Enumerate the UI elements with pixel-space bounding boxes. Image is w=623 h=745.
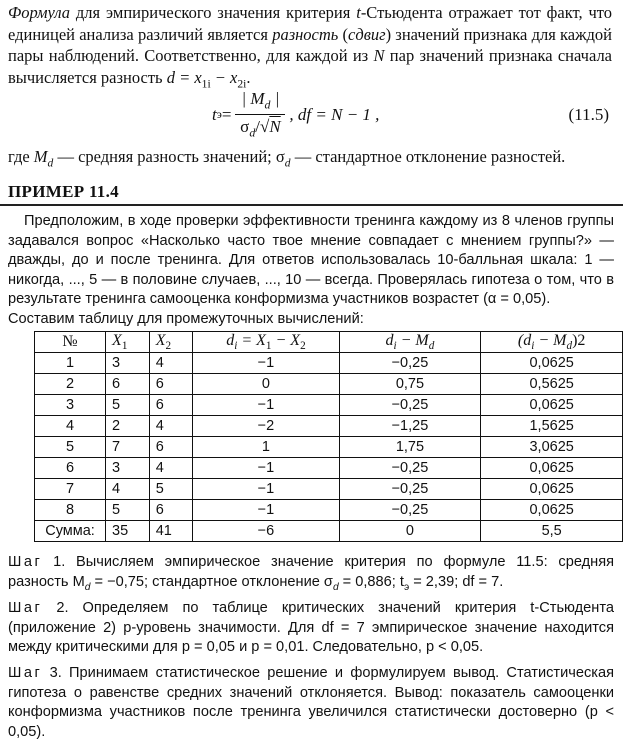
table-cell: 4 [35, 416, 106, 437]
formula-11-5 [0, 89, 623, 141]
table-body [35, 353, 623, 542]
table-cell: 6 [149, 437, 193, 458]
table-cell: 0,0625 [481, 479, 623, 500]
table-cell: 1,75 [339, 437, 481, 458]
table-cell: 4 [149, 353, 193, 374]
table-cell: −0,25 [339, 353, 481, 374]
table-cell: −0,25 [339, 395, 481, 416]
table-sum-cell: 5,5 [481, 521, 623, 542]
table-cell: −1 [193, 458, 339, 479]
table-cell: 8 [35, 500, 106, 521]
table-sum-row [35, 521, 623, 542]
table-row [35, 416, 623, 437]
table-cell: 3 [106, 353, 150, 374]
table-cell: 0 [193, 374, 339, 395]
table-cell: 4 [149, 416, 193, 437]
intro-paragraph: Формула для эмпирического значения критерия t-Стьюдента отражает тот факт, что единицей анализа различий является разность (сдвиг) значений признака для каждой пары наблюдений. Соответственно, для каждой из N пар значений признака сначала вычисляется разность $d = x_{1i} - x_{2i}$. [8, 3, 613, 90]
table-cell: −1 [193, 479, 339, 500]
table-cell: 7 [106, 437, 150, 458]
table-cell: 1,5625 [481, 416, 623, 437]
header-x1: $X_1$ [106, 332, 150, 353]
table-cell: 6 [149, 395, 193, 416]
table-cell: 0,0625 [481, 458, 623, 479]
table-row [35, 458, 623, 479]
table-cell: 0,75 [339, 374, 481, 395]
table-cell: −1 [193, 395, 339, 416]
table-cell: 2 [106, 416, 150, 437]
example-body: Предположим, в ходе проверки эффективности тренинга каждому из 8 членов группы задавался вопрос «Насколько часто твое мнение совпадает с мнением группы?» — дважды, до и после тренинга. Для ответов использовалась 10-балльная шкала: 1 — никогда, ..., 5 — в половине случаев, ..., 10 — всегда. Проверялась гипотеза о том, что в результате тренинга самооценка конформизма участников возрастет (α = 0,05). Составим таблицу для промежуточных вычислений: [8, 212, 614, 329]
table-intro: Составим таблицу для промежуточных вычислений: [8, 310, 364, 327]
table-row [35, 479, 623, 500]
table-cell: −1 [193, 353, 339, 374]
header-squared-deviation: $(d_i - M_d)2$ [481, 332, 623, 353]
table-cell: −1 [193, 500, 339, 521]
table-cell: 6 [149, 500, 193, 521]
table-cell: 2 [35, 374, 106, 395]
table-cell: 4 [106, 479, 150, 500]
example-title: ПРИМЕР 11.4 [8, 182, 119, 201]
formula-denominator: $\sigma_d/√N$ [240, 117, 281, 140]
table-cell: 6 [35, 458, 106, 479]
formula-numerator: | $M_d$ | [235, 89, 285, 115]
step-3: Шаг 3. Принимаем статистическое решение и формулируем вывод. Статистическая гипотеза о равенстве средних значений отклоняется. Вывод: показатель самооценки конформизма участников после тренинга увеличился статистически достоверно (p < 0,05). [8, 665, 614, 740]
table-cell: 0,0625 [481, 353, 623, 374]
table-cell: 7 [35, 479, 106, 500]
table-sum-cell: 35 [106, 521, 150, 542]
table-cell: 5 [149, 479, 193, 500]
header-no: № [35, 332, 106, 353]
table-cell: 4 [149, 458, 193, 479]
table-row [35, 395, 623, 416]
header-x2: $X_2$ [149, 332, 193, 353]
table-cell: −2 [193, 416, 339, 437]
table-row [35, 374, 623, 395]
table-sum-cell: 0 [339, 521, 481, 542]
table-cell: −0,25 [339, 458, 481, 479]
table-cell: 0,5625 [481, 374, 623, 395]
table-cell: −0,25 [339, 500, 481, 521]
formula-explanation: где $M_d$ — средняя разность значений; $\sigma_d$ — стандартное отклонение разностей. [8, 147, 566, 170]
table-cell: 1 [35, 353, 106, 374]
step-1: Шаг 1. Вычисляем эмпирическое значение критерия по формуле 11.5: средняя разность $M_d = -0,75$; стандартное отклонение $\sigma_d = 0,886$; $t_э = 2,39$; df = 7. [8, 554, 614, 593]
table-cell: 6 [106, 374, 150, 395]
table-cell: 5 [106, 395, 150, 416]
formula-word: Формула [8, 3, 71, 22]
table-row [35, 437, 623, 458]
table-cell: 5 [35, 437, 106, 458]
table-cell: 1 [193, 437, 339, 458]
table-sum-cell: 41 [149, 521, 193, 542]
table-cell: −0,25 [339, 479, 481, 500]
t-formula: t э = $\frac{| M_d |}{\sigma_d/√N}$ , df = N − 1 , [212, 89, 380, 140]
table-cell: −1,25 [339, 416, 481, 437]
table-cell: 5 [106, 500, 150, 521]
formula-fraction [235, 89, 285, 141]
table-header-row [35, 332, 623, 353]
table-cell: 6 [149, 374, 193, 395]
table-cell: 0,0625 [481, 395, 623, 416]
calculation-table [34, 331, 623, 542]
table-cell: 3 [106, 458, 150, 479]
equation-number: (11.5) [568, 105, 609, 124]
header-deviation: $d_i - M_d$ [339, 332, 481, 353]
table-sum-cell: −6 [193, 521, 339, 542]
step-2: Шаг 2. Определяем по таблице критических значений критерия t-Стьюдента (приложение 2) p-уровень значимости. Для df = 7 эмпирическое значение находится между критическими для p = 0,05 и p = 0,01. Следовательно, p < 0,05. [8, 600, 614, 655]
table-sum-cell: Сумма: [35, 521, 106, 542]
table-row [35, 500, 623, 521]
table-cell: 0,0625 [481, 500, 623, 521]
table-cell: 3,0625 [481, 437, 623, 458]
table-cell: 3 [35, 395, 106, 416]
header-difference: $d_i = X_1 - X_2$ [193, 332, 339, 353]
table-row [35, 353, 623, 374]
divider-line [0, 204, 623, 206]
